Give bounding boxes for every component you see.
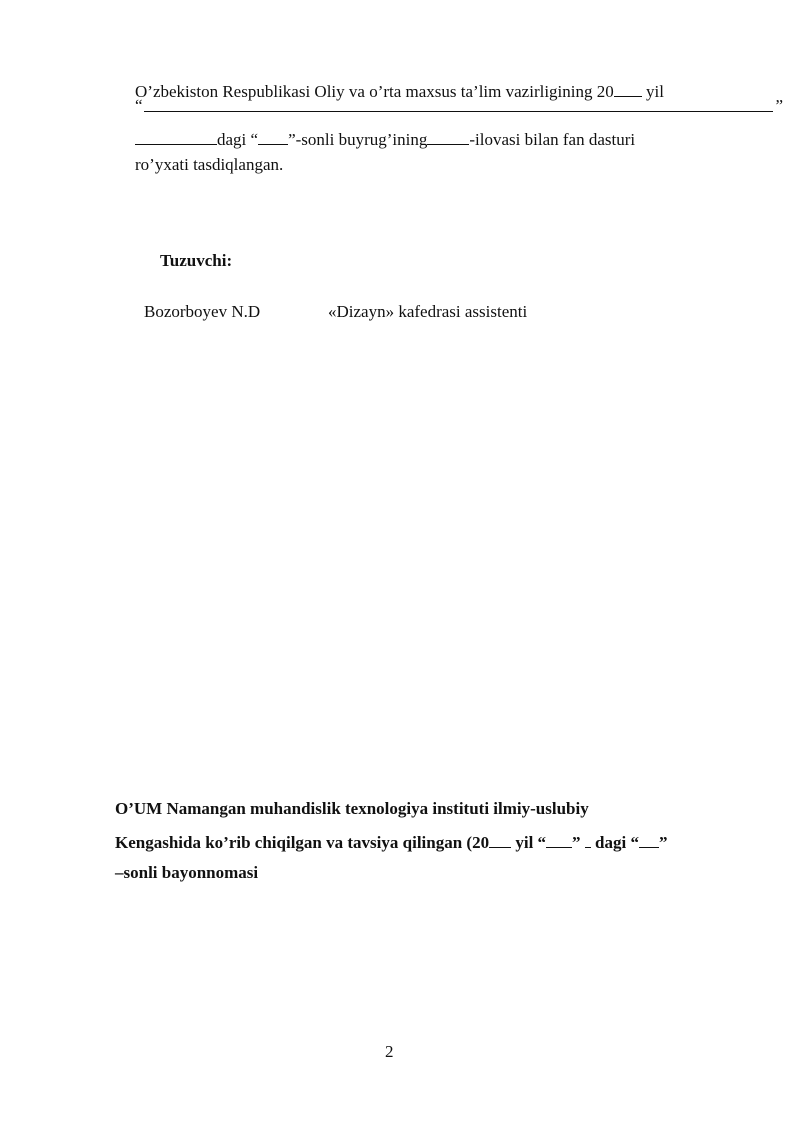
council-end-quote: ” (658, 833, 668, 852)
council-number-blank (639, 833, 659, 848)
council-line-1: O’UM Namangan muhandislik texnologiya instituti ilmiy-uslubiy (115, 799, 589, 818)
order-number-blank (258, 130, 288, 145)
appendix-blank (427, 130, 469, 145)
council-close-quote: ” (572, 833, 581, 852)
approval-line-3 (135, 130, 635, 150)
council-dagi-text: dagi “ (590, 833, 639, 852)
council-year-blank (489, 833, 511, 848)
close-quote: ” (775, 96, 783, 115)
council-line-3: –sonli bayonnomasi (115, 863, 259, 882)
author-heading: Tuzuvchi: (160, 251, 233, 270)
approval-year-word: yil (646, 82, 664, 101)
approval-sonli-text: ”-sonli buyrug’ining (288, 130, 428, 149)
approval-end-text: -ilovasi bilan fan dasturi (469, 130, 636, 149)
year-blank (614, 82, 642, 97)
council-line-2 (115, 833, 667, 853)
date-blank (135, 130, 217, 145)
council-text-start: Kengashida ko’rib chiqilgan va tavsiya qilingan (20 (115, 833, 490, 852)
approval-quote-line (135, 96, 783, 118)
council-day-blank (546, 833, 572, 848)
approval-dagi-text: dagi “ (217, 130, 259, 149)
long-blank-rule (144, 111, 773, 112)
author-position: «Dizayn» kafedrasi assistenti (328, 302, 528, 321)
approval-text-1: O’zbekiston Respublikasi Oliy va o’rta maxsus ta’lim vazirligining 20 (135, 82, 614, 101)
approval-line-4: ro’yxati tasdiqlangan. (135, 155, 284, 174)
council-yil-text: yil “ (511, 833, 547, 852)
open-quote: “ (135, 96, 143, 115)
author-name: Bozorboyev N.D (144, 302, 261, 321)
page-number: 2 (385, 1042, 394, 1061)
